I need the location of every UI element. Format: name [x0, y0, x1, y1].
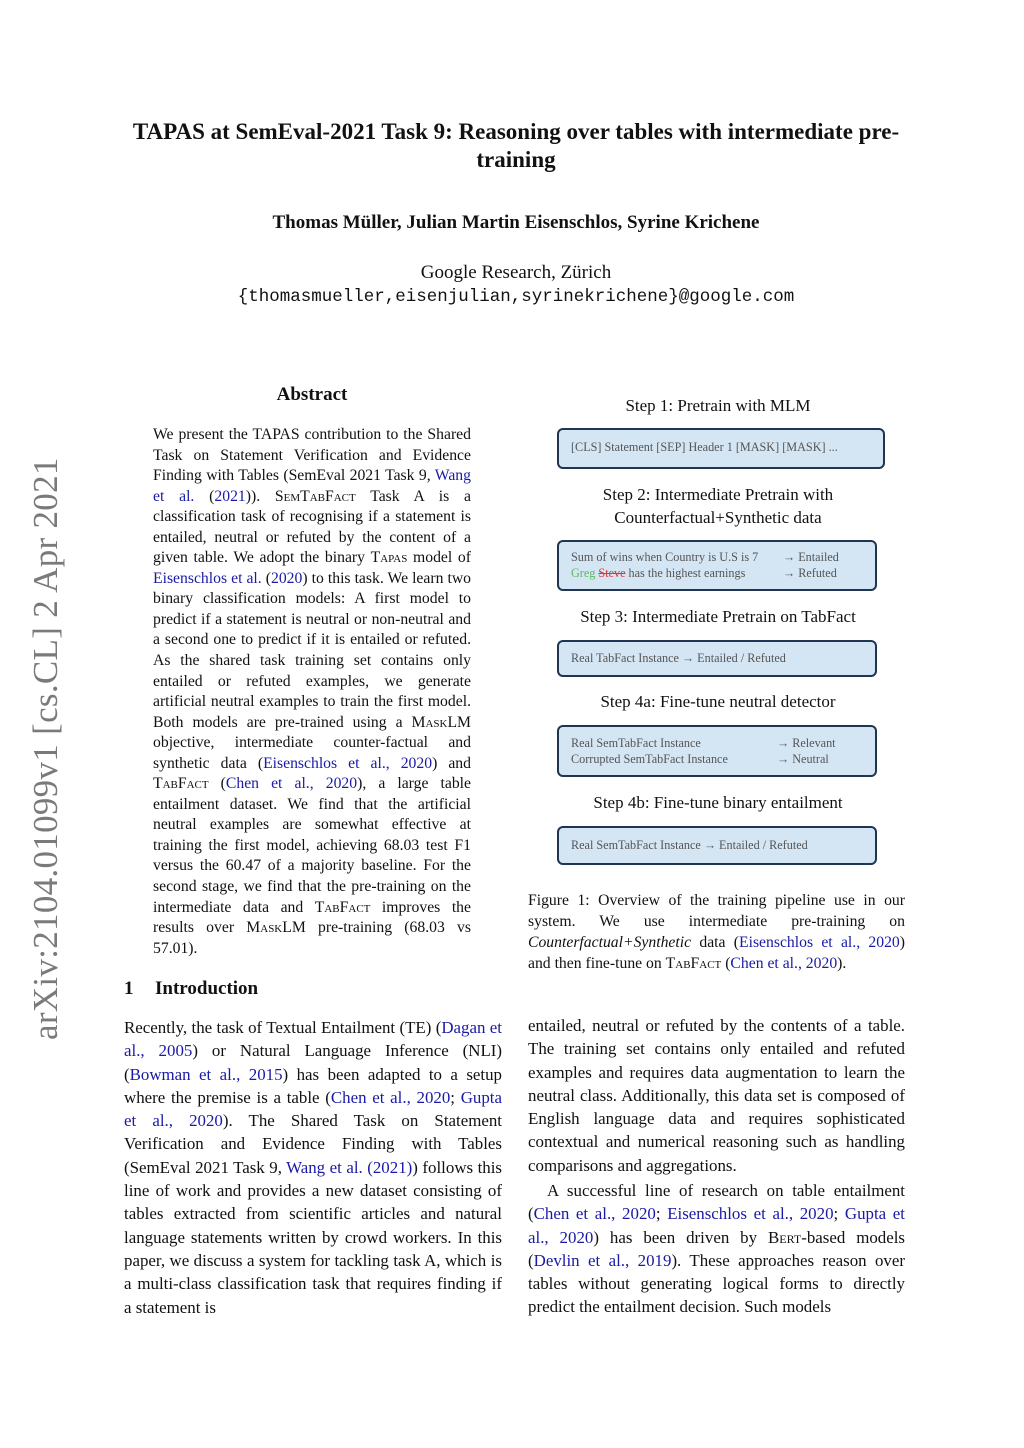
body-text-run: -based models (: [528, 1227, 905, 1270]
citation-link[interactable]: Eisenschlos et al., 2020: [667, 1204, 834, 1224]
body-text-run: ) follows this line of work and provides a new dataset consisting of tables extracted from scientific articles and natural language statements written by crowd workers. In this paper, we discuss a system for tackling task A, which is a multi-class classification task that requires finding if a statement is: [124, 1157, 502, 1317]
figure-1-caption: [528, 891, 905, 975]
step-2-example-2: [571, 566, 745, 581]
inserted-word: Greg: [571, 566, 596, 580]
intro-paragraph-right-continued: entailed, neutral or refuted by the contents of a table. The training set contains only entailed and refuted examples and requires data augmentation to learn the neutral class. Additionally, this data set is composed of English language data and requires sophisticated contextual and numerical reasoning such as handling comparisons and aggregations.: [528, 1016, 905, 1175]
intro-paragraph-left: [124, 1016, 502, 1319]
caption-emphasis: Counterfactual+Synthetic: [528, 933, 692, 951]
abstract-text-run: model of: [407, 549, 471, 567]
dataset-name: SemTabFact: [274, 487, 356, 505]
synthetic-statement: has the highest earnings: [628, 566, 746, 580]
dataset-name: TabFact: [153, 775, 209, 793]
abstract-body: We present the TAPAS contribution to the Shared Task on Statement Verification and Evidence Finding with Tables (SemEval 2021 Task 9, Wang et al. (2021)). SemTabFact Task A is a classification task of recognising if a statement is entailed, neutral or refuted by the content of a given table. We adopt the binary Tapas model of Eisenschlos et al. (2020) to this task. We learn two binary classification models: A first model to predict if a statement is neutral or non-neutral and a second one to predict if it is entailed or refuted. As the shared task training set contains only entailed or refuted examples, we generate artificial neutral examples to train the first model. Both models are pre-trained using a MaskLM objective, intermediate counter-factual and synthetic data (Eisenschlos et al., 2020) and TabFact (Chen et al., 2020), a large table entailment dataset. We find that the artificial neutral examples are somewhat effective at training the first model, achieving 68.03 test F1 versus the 60.47 of a majority baseline. For the second stage, we find that the pre-training on the intermediate data and TabFact improves the results over MaskLM pre-training (68.03 vs 57.01).: [153, 426, 471, 957]
caption-text-run: (: [721, 954, 731, 972]
objective-name: MaskLM: [411, 713, 471, 731]
step-4a-title: Step 4a: Fine-tune neutral detector: [600, 692, 836, 711]
step-2-label-1: → Entailed: [783, 550, 839, 564]
step-2-title-line-1: Step 2: Intermediate Pretrain with: [602, 485, 834, 504]
section-heading-introduction: [124, 978, 504, 1000]
step-4b-box: [557, 826, 877, 865]
dataset-name: TabFact: [314, 898, 371, 916]
body-text-run: ;: [655, 1204, 668, 1224]
step-2-label-2: → Refuted: [783, 566, 837, 580]
abstract-text-run: ) and: [432, 754, 471, 772]
citation-link[interactable]: Wang et al. (2021): [286, 1157, 413, 1177]
step-1-title: Step 1: Pretrain with MLM: [625, 396, 811, 415]
abstract-text-run: We present the TAPAS contribution to the Shared Task on Statement Verification and Evidence Finding with Tables (SemEval 2021 Task 9,: [153, 426, 471, 485]
citation-link[interactable]: Eisenschlos et al., 2020: [739, 933, 900, 951]
body-text-run: ). The Shared Task on Statement Verification and Evidence Finding with Tables (SemEval 2021 Task 9,: [124, 1111, 502, 1177]
author-list: Thomas Müller, Julian Martin Eisenschlos, Syrine Krichene: [272, 212, 760, 233]
arxiv-identifier-stamp: arXiv:2104.01099v1 [cs.CL] 2 Apr 2021: [26, 457, 65, 1040]
intro-paragraph-right: [528, 1179, 905, 1319]
dataset-name: TabFact: [665, 954, 722, 972]
abstract-text-run: pre-training (68.03 vs 57.01).: [153, 919, 471, 957]
citation-link[interactable]: Bowman et al., 2015: [129, 1064, 283, 1084]
step-4a-label-1: → Relevant: [777, 736, 836, 750]
citation-link[interactable]: Dagan et al., 2005: [124, 1018, 502, 1061]
citation-link[interactable]: Eisenschlos et al., 2020: [263, 754, 433, 772]
caption-text-run: Figure 1: Overview of the training pipeline use in our system. We use intermediate pre-training on: [528, 892, 905, 930]
step-3-title: Step 3: Intermediate Pretrain on TabFact: [580, 607, 856, 626]
model-name: Bert: [767, 1227, 802, 1247]
citation-link[interactable]: Chen et al., 2020: [225, 775, 358, 793]
body-text-run: ;: [450, 1087, 461, 1107]
body-text-run: Recently, the task of Textual Entailment (TE) (: [124, 1018, 442, 1037]
step-1-box: [557, 428, 885, 469]
step-4b-example: Real SemTabFact Instance → Entailed / Refuted: [571, 838, 808, 852]
abstract-text-run: objective, intermediate counter-factual and synthetic data (: [153, 734, 471, 772]
caption-text-run: ) and then fine-tune on: [528, 933, 906, 972]
body-text-run: ;: [833, 1204, 845, 1224]
citation-link[interactable]: Chen et al., 2020: [533, 1204, 656, 1224]
abstract-text-run: ), a large table entailment dataset. We find that the artificial neutral examples are somewhat effective at training the first model, achieving 68.03 test F1 versus the 60.47 of a majority baseline. For the second stage, we find that the pre-training on the intermediate data and: [153, 775, 471, 916]
counterfactual-statement: Sum of wins when Country is U.S is 7: [571, 550, 759, 564]
section-number: 1: [124, 978, 134, 999]
body-text-run: ). These approaches reason over tables without generating logical forms to directly predict the entailment decision. Such models: [528, 1250, 906, 1317]
step-3-example: Real TabFact Instance → Entailed / Refuted: [571, 651, 786, 665]
step-2-title-line-2: Counterfactual+Synthetic data: [614, 508, 822, 527]
abstract-text-run: improves the results over: [153, 898, 471, 937]
abstract-text-run: Task A is a classification task of recognising if a statement is entailed, neutral or refuted by the content of a given table. We adopt the binary: [153, 487, 471, 567]
step-2-box: [557, 540, 877, 591]
body-text-run: ) has been driven by: [593, 1227, 768, 1247]
caption-text-run: data (: [691, 933, 739, 951]
step-3-box: [557, 640, 877, 677]
citation-link[interactable]: Eisenschlos et al.: [153, 569, 262, 587]
figure-1-training-pipeline: [528, 390, 908, 880]
body-text-run: A successful line of research on table entailment (: [528, 1181, 905, 1224]
removed-word: Steve: [598, 566, 626, 580]
affiliation: Google Research, Zürich: [420, 262, 612, 283]
citation-link[interactable]: Chen et al., 2020: [730, 954, 838, 972]
objective-name: MaskLM: [246, 919, 306, 937]
body-text-run: ) has been adapted to a setup where the premise is a table (: [124, 1064, 503, 1107]
author-emails: {thomasmueller,eisenjulian,syrinekrichene}@google.com: [237, 287, 795, 307]
citation-year-link[interactable]: 2021: [214, 487, 246, 505]
step-4a-example-2: Corrupted SemTabFact Instance: [571, 752, 728, 766]
step-4b-title: Step 4b: Fine-tune binary entailment: [593, 793, 843, 812]
citation-link[interactable]: Devlin et al., 2019: [533, 1250, 672, 1270]
citation-link[interactable]: Wang et al.: [153, 467, 471, 505]
citation-link[interactable]: Gupta et al., 2020: [124, 1087, 502, 1131]
citation-link[interactable]: Gupta et al., 2020: [528, 1204, 905, 1247]
abstract-heading: Abstract: [276, 384, 348, 405]
section-title: Introduction: [155, 978, 259, 999]
abstract-text-run: (: [208, 775, 226, 793]
citation-link[interactable]: Chen et al., 2020: [330, 1087, 451, 1107]
step-4a-box: [557, 725, 877, 777]
step-1-example: [CLS] Statement [SEP] Header 1 [MASK] [MASK] ...: [571, 440, 838, 454]
body-text-run: ) or Natural Language Inference (NLI) (: [124, 1041, 503, 1084]
citation-year-link[interactable]: 2020: [270, 569, 303, 587]
caption-text-run: ).: [837, 954, 847, 972]
step-2-example-1: [571, 550, 758, 565]
step-4a-label-2: → Neutral: [777, 752, 829, 766]
step-4a-example-1: Real SemTabFact Instance: [571, 736, 701, 750]
model-name: Tapas: [370, 549, 408, 567]
paper-title: TAPAS at SemEval-2021 Task 9: Reasoning over tables with intermediate pre-training: [132, 119, 900, 172]
abstract-text-run: to this task. We learn two binary classification models: A first model to predict if a statement is neutral or non-neutral and a second one to predict if it is entailed or refuted. As the shared task training set contains only entailed or refuted examples, we generate artificial neutral examples to train the first model. Both models are pre-trained using a: [153, 569, 471, 731]
